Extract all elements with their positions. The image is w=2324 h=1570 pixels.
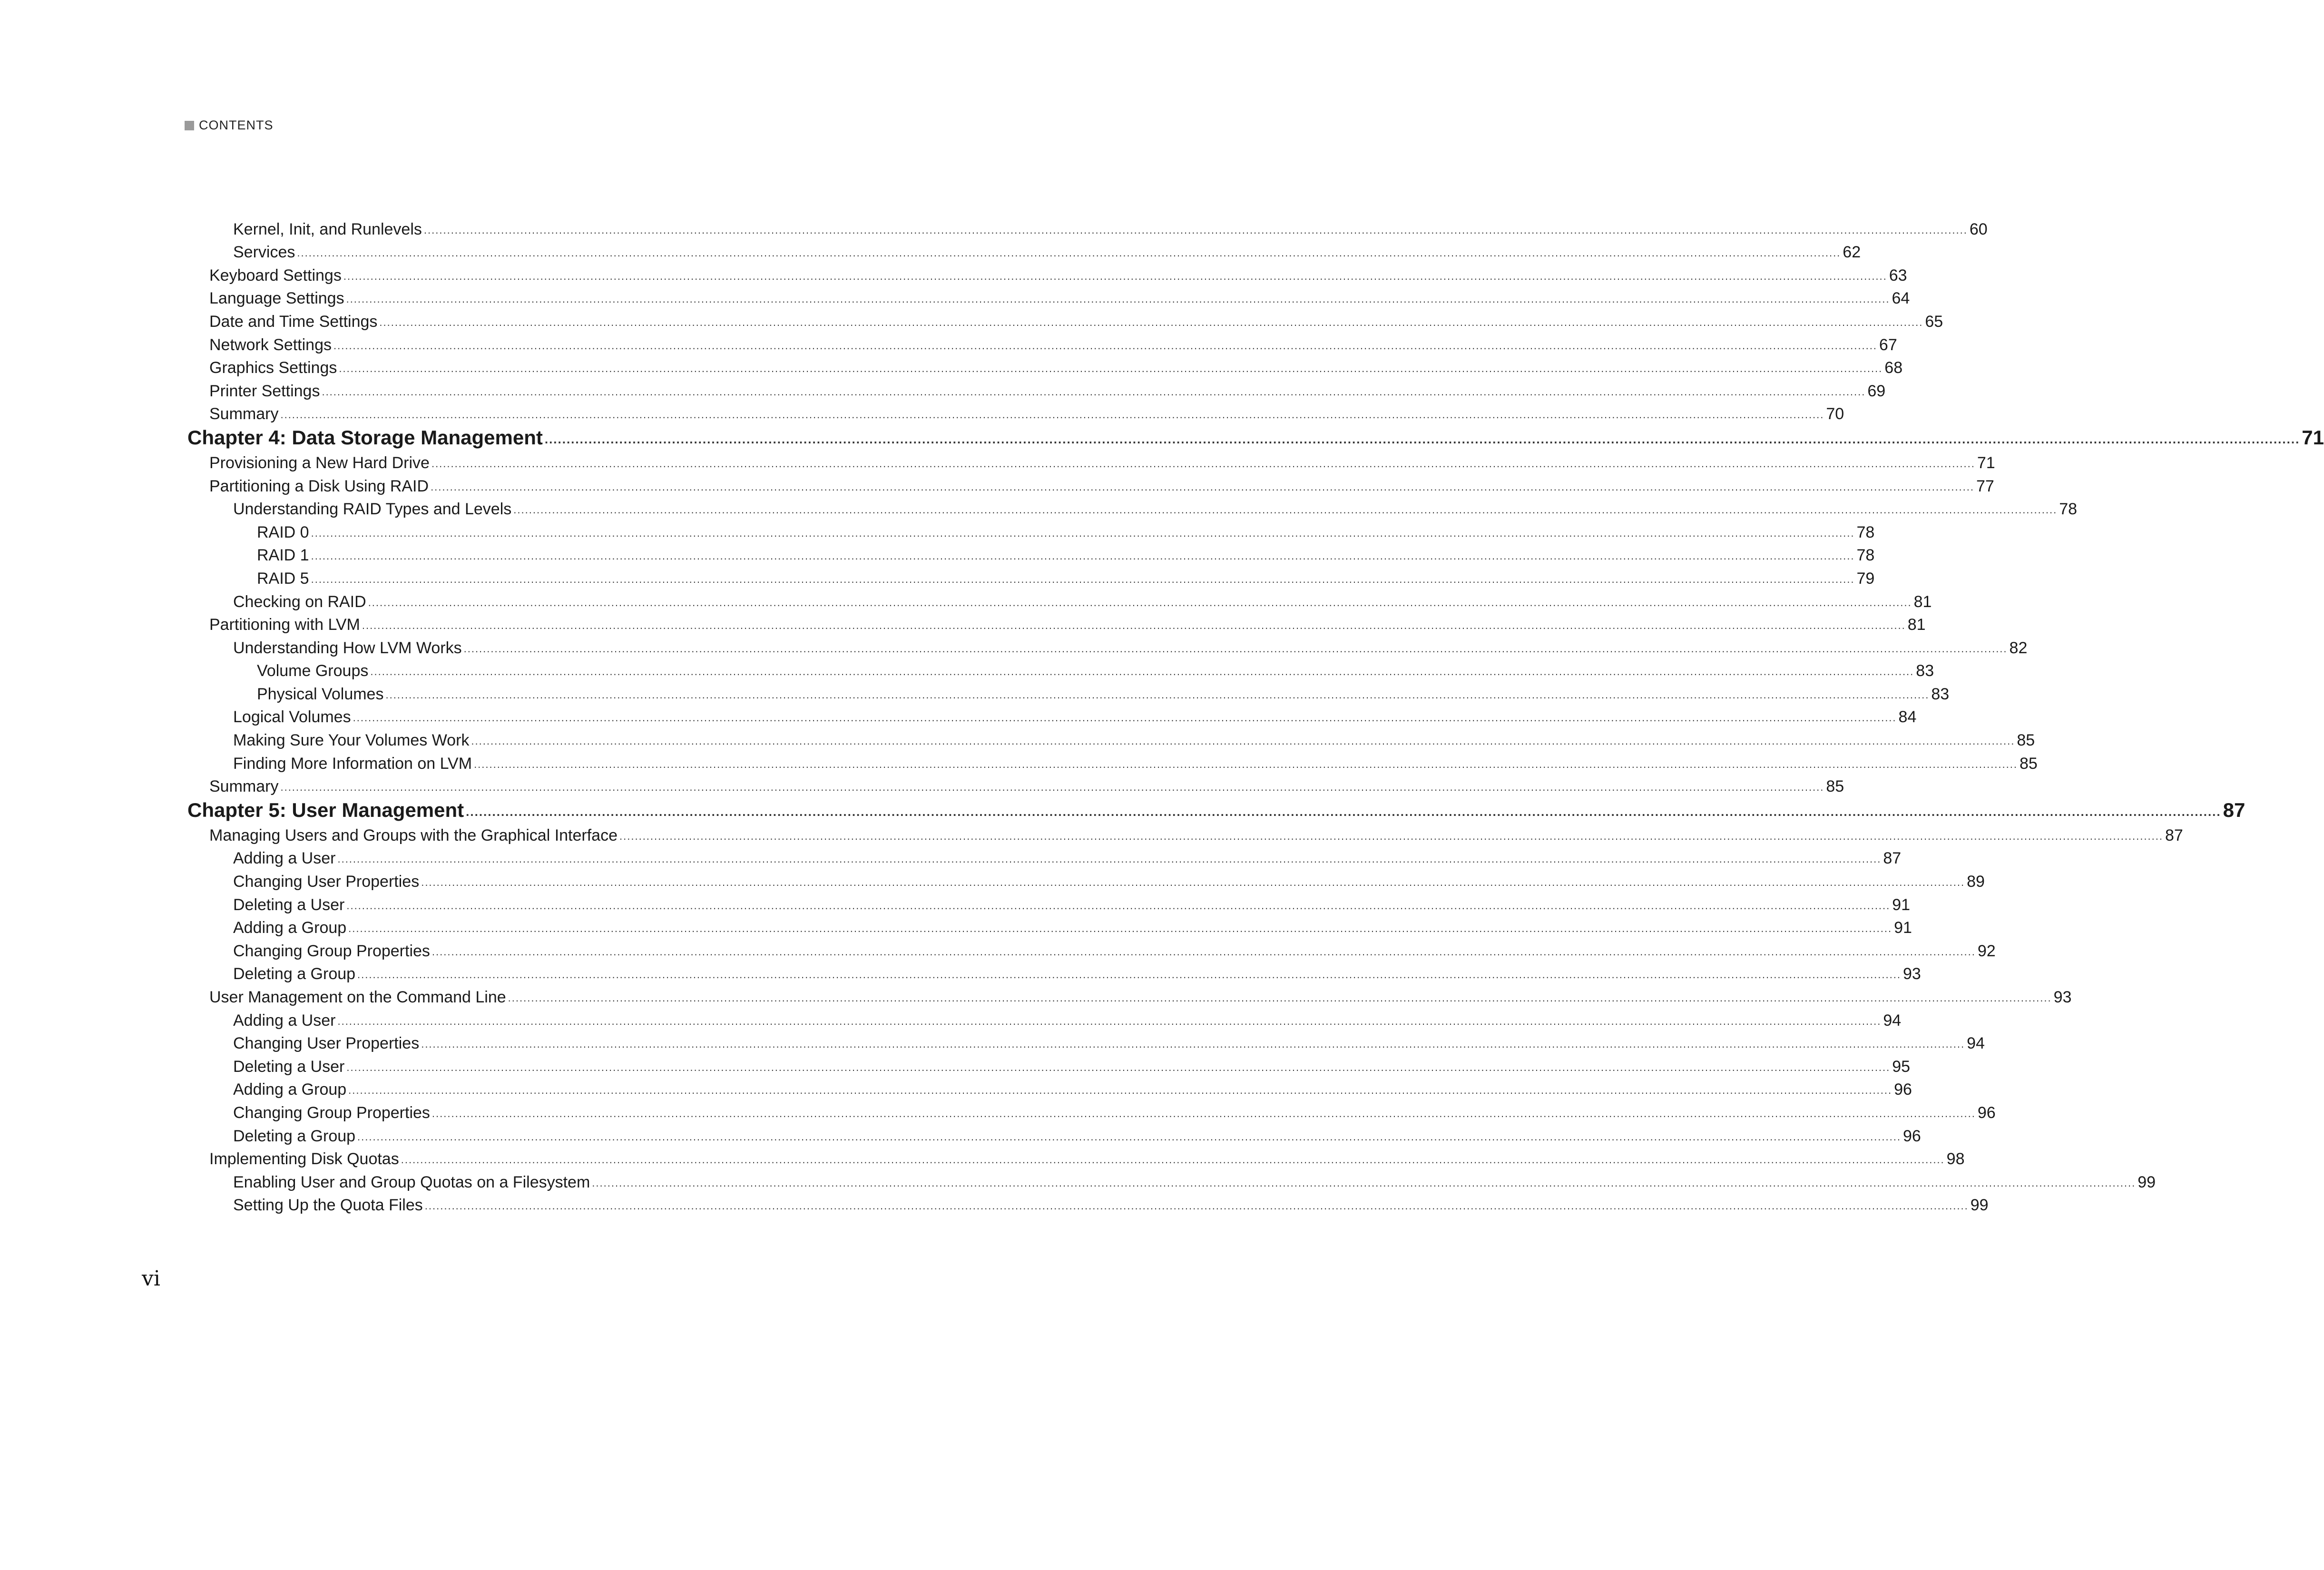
- toc-entry-title: Adding a Group: [233, 919, 347, 937]
- dot-leader: ................................................................................................................................................................................................................................................................................................................................................................................................................: [370, 666, 1914, 678]
- toc-entry-title: Checking on RAID: [233, 592, 366, 611]
- page-number: vi: [142, 1266, 160, 1291]
- dot-leader: ................................................................................................................................................................................................................................................................................................................................................................................................................: [337, 1015, 1882, 1027]
- toc-entry: [185, 214, 1988, 238]
- toc-entry: [185, 982, 2072, 1006]
- toc-entry-title: Partitioning with LVM: [209, 616, 360, 634]
- dot-leader: ................................................................................................................................................................................................................................................................................................................................................................................................................: [421, 876, 1965, 889]
- dot-leader: ................................................................................................................................................................................................................................................................................................................................................................................................................: [431, 457, 1975, 470]
- toc-entry: [185, 1029, 1985, 1053]
- toc-entry-page: 67: [1879, 335, 1897, 354]
- toc-entry-page: 91: [1894, 919, 1912, 937]
- dot-leader: ................................................................................................................................................................................................................................................................................................................................................................................................................: [280, 409, 1824, 421]
- toc-entry-page: 71: [2302, 426, 2324, 449]
- dot-leader: ................................................................................................................................................................................................................................................................................................................................................................................................................: [379, 316, 1923, 328]
- toc-entry-page: 64: [1892, 289, 1910, 308]
- toc-entry-page: 91: [1892, 895, 1911, 914]
- toc-entry-page: 96: [1902, 1127, 1921, 1145]
- toc-entry: [185, 844, 1902, 868]
- toc-entry-title: Setting Up the Quota Files: [233, 1196, 423, 1215]
- toc-entry: [185, 913, 1912, 937]
- dot-leader: ................................................................................................................................................................................................................................................................................................................................................................................................................: [311, 550, 1855, 562]
- toc-entry: [185, 540, 1875, 565]
- toc-entry-title: Changing User Properties: [233, 1034, 420, 1053]
- toc-entry-title: Deleting a User: [233, 1057, 345, 1076]
- dot-leader: ................................................................................................................................................................................................................................................................................................................................................................................................................: [311, 527, 1855, 539]
- toc-entry: [185, 656, 1934, 680]
- toc-entry-title: Deleting a Group: [233, 965, 356, 983]
- toc-entry: [185, 679, 1950, 703]
- toc-entry-title: Changing Group Properties: [233, 942, 430, 960]
- toc-entry-page: 71: [1977, 453, 1995, 472]
- toc-entry: [185, 1167, 2156, 1191]
- toc-entry: [185, 237, 1861, 262]
- toc-entry-title: Changing Group Properties: [233, 1103, 430, 1122]
- dot-leader: ................................................................................................................................................................................................................................................................................................................................................................................................................: [297, 247, 1841, 259]
- toc-entry-title: RAID 1: [257, 546, 309, 565]
- toc-entry-page: 84: [1898, 708, 1917, 726]
- toc-entry: [185, 1121, 1921, 1145]
- toc-entry-title: Deleting a Group: [233, 1127, 356, 1145]
- toc-entry-title: Making Sure Your Volumes Work: [233, 731, 470, 750]
- dot-leader: ................................................................................................................................................................................................................................................................................................................................................................................................................: [385, 688, 1930, 701]
- toc-entry-title: Adding a Group: [233, 1080, 347, 1099]
- toc-entry-title: Adding a User: [233, 849, 336, 868]
- toc-entry-page: 81: [1907, 616, 1926, 634]
- toc-entry-page: 78: [1856, 546, 1875, 565]
- dot-leader: ................................................................................................................................................................................................................................................................................................................................................................................................................: [346, 899, 1891, 912]
- toc-entry-title: RAID 5: [257, 569, 309, 588]
- dot-leader: ................................................................................................................................................................................................................................................................................................................................................................................................................: [337, 853, 1882, 865]
- toc-entry-title: Enabling User and Group Quotas on a Filesystem: [233, 1173, 590, 1191]
- toc-entry-page: 92: [1977, 942, 1996, 960]
- toc-entry-title: Language Settings: [209, 289, 344, 308]
- toc-entry-title: RAID 0: [257, 523, 309, 541]
- toc-entry-title: Partitioning a Disk Using RAID: [209, 477, 429, 495]
- toc-entry: [185, 1098, 1996, 1122]
- toc-entry: [185, 399, 1844, 423]
- toc-entry-title: Finding More Information on LVM: [233, 754, 472, 773]
- toc-entry-page: 60: [1969, 220, 1988, 238]
- dot-leader: ................................................................................................................................................................................................................................................................................................................................................................................................................: [348, 1084, 1893, 1097]
- running-header: [185, 118, 274, 133]
- toc-entry-title: Keyboard Settings: [209, 266, 342, 285]
- dot-leader: ................................................................................................................................................................................................................................................................................................................................................................................................................: [463, 642, 2008, 655]
- dot-leader: ................................................................................................................................................................................................................................................................................................................................................................................................................: [311, 573, 1855, 585]
- dot-leader: ................................................................................................................................................................................................................................................................................................................................................................................................................: [508, 992, 2052, 1004]
- toc-entry: [185, 772, 1844, 796]
- toc-entry-title: Understanding How LVM Works: [233, 638, 462, 657]
- toc-entry-page: 78: [2059, 500, 2078, 519]
- toc-entry: [185, 725, 2035, 750]
- toc-entry-title: Implementing Disk Quotas: [209, 1150, 399, 1168]
- toc-entry-page: 63: [1889, 266, 1907, 285]
- toc-entry-title: Network Settings: [209, 335, 332, 354]
- dot-leader: ................................................................................................................................................................................................................................................................................................................................................................................................................: [424, 1200, 1969, 1212]
- toc-entry: [185, 353, 1903, 377]
- toc-entry-page: 87: [2165, 826, 2183, 844]
- toc-entry-page: 94: [1967, 1034, 1985, 1053]
- toc-entry-page: 85: [2017, 731, 2035, 750]
- toc-entry: [185, 633, 2028, 657]
- toc-entry-title: Graphics Settings: [209, 359, 337, 377]
- toc-entry: [185, 284, 1910, 308]
- toc-entry-title: Physical Volumes: [257, 685, 384, 703]
- toc-entry: [185, 936, 1996, 960]
- dot-leader: ................................................................................................................................................................................................................................................................................................................................................................................................................: [466, 805, 2221, 819]
- dot-leader: ................................................................................................................................................................................................................................................................................................................................................................................................................: [357, 969, 1901, 981]
- toc-entry-title: Adding a User: [233, 1011, 336, 1030]
- toc-entry-page: 95: [1892, 1057, 1911, 1076]
- toc-entry-page: 96: [1894, 1080, 1912, 1099]
- dot-leader: ................................................................................................................................................................................................................................................................................................................................................................................................................: [346, 293, 1890, 305]
- dot-leader: ................................................................................................................................................................................................................................................................................................................................................................................................................: [471, 735, 2015, 747]
- dot-leader: ................................................................................................................................................................................................................................................................................................................................................................................................................: [513, 504, 2058, 516]
- toc-entry: [185, 471, 1994, 495]
- toc-entry-title: Understanding RAID Types and Levels: [233, 500, 512, 519]
- toc-entry-page: 82: [2009, 638, 2028, 657]
- dot-leader: ................................................................................................................................................................................................................................................................................................................................................................................................................: [343, 270, 1887, 282]
- toc-entry-title: Chapter 5: User Management: [187, 799, 464, 822]
- dot-leader: ................................................................................................................................................................................................................................................................................................................................................................................................................: [431, 1107, 1976, 1119]
- toc-entry-title: Volume Groups: [257, 662, 369, 680]
- header-square-icon: [185, 121, 194, 130]
- dot-leader: ................................................................................................................................................................................................................................................................................................................................................................................................................: [544, 432, 2300, 447]
- toc-entry-page: 93: [1902, 965, 1921, 983]
- toc-entry-page: 83: [1916, 662, 1934, 680]
- toc-entry: [185, 959, 1921, 983]
- toc-entry: [185, 1005, 1902, 1030]
- toc-chapter-entry: [185, 422, 2324, 449]
- toc-entry-title: Summary: [209, 777, 279, 796]
- dot-leader: ................................................................................................................................................................................................................................................................................................................................................................................................................: [339, 363, 1883, 375]
- toc-entry-page: 85: [1826, 777, 1844, 796]
- toc-entry: [185, 376, 1886, 400]
- toc-entry: [185, 517, 1875, 541]
- toc-entry-title: Chapter 4: Data Storage Management: [187, 426, 543, 449]
- toc-entry-title: Date and Time Settings: [209, 312, 378, 331]
- toc-entry-page: 65: [1925, 312, 1943, 331]
- toc-entry: [185, 890, 1911, 914]
- toc-entry-page: 94: [1883, 1011, 1902, 1030]
- toc-entry: [185, 260, 1907, 285]
- toc-entry: [185, 1190, 1989, 1215]
- toc-entry-title: Printer Settings: [209, 382, 320, 400]
- toc-entry: [185, 1051, 1911, 1076]
- toc-entry: [185, 702, 1917, 726]
- dot-leader: ................................................................................................................................................................................................................................................................................................................................................................................................................: [431, 945, 1976, 958]
- dot-leader: ................................................................................................................................................................................................................................................................................................................................................................................................................: [421, 1038, 1965, 1050]
- dot-leader: ................................................................................................................................................................................................................................................................................................................................................................................................................: [619, 830, 2163, 842]
- toc-entry: [185, 748, 2038, 773]
- toc-entry-page: 87: [2223, 799, 2246, 822]
- toc-entry-title: Changing User Properties: [233, 873, 420, 891]
- toc-entry: [185, 330, 1897, 354]
- toc-entry-page: 98: [1946, 1150, 1965, 1168]
- dot-leader: ................................................................................................................................................................................................................................................................................................................................................................................................................: [280, 781, 1824, 794]
- toc-entry-title: Provisioning a New Hard Drive: [209, 453, 430, 472]
- toc-entry-page: 79: [1856, 569, 1875, 588]
- toc-entry-title: Kernel, Init, and Runlevels: [233, 220, 422, 238]
- dot-leader: ................................................................................................................................................................................................................................................................................................................................................................................................................: [346, 1061, 1891, 1073]
- toc-entry: [185, 494, 2078, 519]
- toc-entry-page: 99: [2138, 1173, 2156, 1191]
- toc-entry-page: 87: [1883, 849, 1902, 868]
- toc-entry: [185, 448, 1995, 472]
- toc-entry: [185, 563, 1875, 588]
- toc-chapter-entry: [185, 795, 2246, 822]
- toc-entry: [185, 820, 2183, 844]
- dot-leader: ................................................................................................................................................................................................................................................................................................................................................................................................................: [431, 481, 1974, 493]
- toc-entry-page: 78: [1856, 523, 1875, 541]
- toc-entry-page: 89: [1967, 873, 1985, 891]
- toc-entry-page: 81: [1913, 592, 1932, 611]
- toc-entry-page: 93: [2053, 988, 2072, 1006]
- dot-leader: ................................................................................................................................................................................................................................................................................................................................................................................................................: [474, 758, 2018, 770]
- toc-entry-page: 96: [1977, 1103, 1996, 1122]
- dot-leader: ................................................................................................................................................................................................................................................................................................................................................................................................................: [348, 922, 1893, 935]
- toc-entry: [185, 587, 1932, 611]
- toc-entry: [185, 1144, 1965, 1168]
- toc-entry-page: 77: [1976, 477, 1994, 495]
- toc-entry-title: Services: [233, 243, 295, 262]
- dot-leader: ................................................................................................................................................................................................................................................................................................................................................................................................................: [322, 385, 1866, 398]
- dot-leader: ................................................................................................................................................................................................................................................................................................................................................................................................................: [333, 339, 1877, 352]
- toc-entry-page: 69: [1867, 382, 1886, 400]
- toc-entry-page: 62: [1843, 243, 1861, 262]
- toc-entry-page: 99: [1970, 1196, 1989, 1215]
- dot-leader: ................................................................................................................................................................................................................................................................................................................................................................................................................: [368, 596, 1912, 608]
- toc-entry-title: Managing Users and Groups with the Graphical Interface: [209, 826, 618, 844]
- toc-entry-title: Logical Volumes: [233, 708, 351, 726]
- table-of-contents: [185, 214, 2324, 1215]
- toc-entry-page: 68: [1884, 359, 1903, 377]
- dot-leader: ................................................................................................................................................................................................................................................................................................................................................................................................................: [423, 224, 1968, 236]
- dot-leader: ................................................................................................................................................................................................................................................................................................................................................................................................................: [592, 1177, 2136, 1189]
- toc-entry-title: Deleting a User: [233, 895, 345, 914]
- toc-entry-title: User Management on the Command Line: [209, 988, 506, 1006]
- toc-entry: [185, 1075, 1912, 1099]
- toc-entry: [185, 610, 1926, 634]
- dot-leader: ................................................................................................................................................................................................................................................................................................................................................................................................................: [357, 1130, 1901, 1143]
- dot-leader: ................................................................................................................................................................................................................................................................................................................................................................................................................: [362, 619, 1906, 632]
- toc-entry-page: 85: [2019, 754, 2038, 773]
- toc-entry: [185, 866, 1985, 891]
- toc-entry-page: 70: [1826, 405, 1844, 423]
- toc-entry: [185, 306, 1943, 331]
- dot-leader: ................................................................................................................................................................................................................................................................................................................................................................................................................: [401, 1154, 1945, 1166]
- dot-leader: ................................................................................................................................................................................................................................................................................................................................................................................................................: [353, 712, 1897, 724]
- header-label: CONTENTS: [199, 118, 274, 132]
- toc-entry-title: Summary: [209, 405, 279, 423]
- toc-entry-page: 83: [1931, 685, 1950, 703]
